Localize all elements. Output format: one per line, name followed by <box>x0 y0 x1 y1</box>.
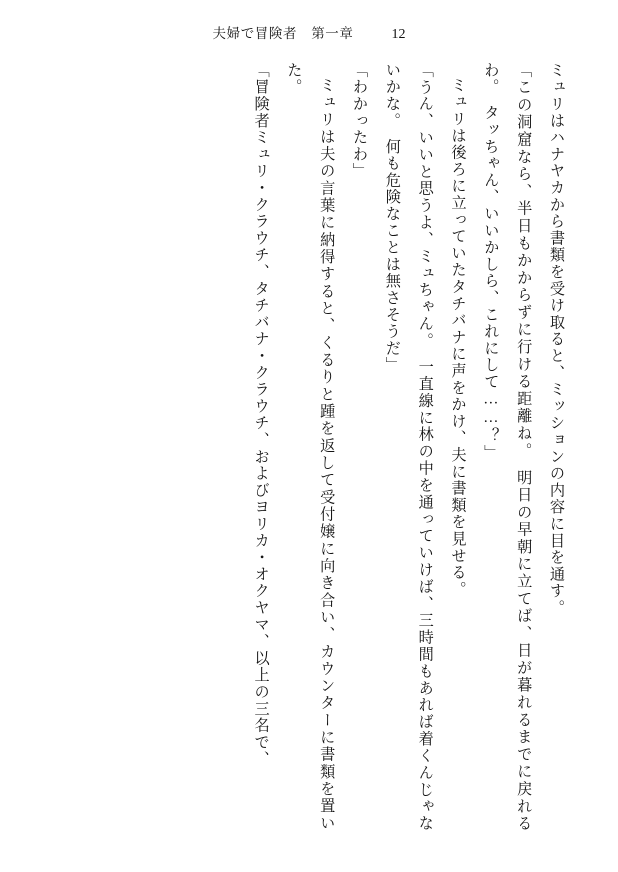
page-number: 12 <box>391 27 406 42</box>
paragraph: 「わかったわ」 <box>351 62 369 180</box>
page-header <box>0 22 618 44</box>
paragraph: 「この洞窟なら、半日もかからずに行ける距離ね。 明日の早朝に立てば、日が暮れるまでに戻れるわ。 タッちゃん、いいかしら、これにして……？」 <box>482 62 533 832</box>
paragraph: 「うん、いいと思うよ、ミュちゃん。 一直線に林の中を通っていけば、三時間もあれば着くんじゃないかな。 何も危険なことは無さそうだ」 <box>383 62 434 832</box>
paragraph: 「冒険者ミュリ・クラウチ、タチバナ・クラウチ、およびヨリカ・オクヤマ、以上の三名で、 <box>252 62 270 768</box>
paragraph: ミュリは夫の言葉に納得すると、くるりと踵を返して受付嬢に向き合い、カウンターに書類を置いた。 <box>285 62 336 832</box>
running-title: 夫婦で冒険者 第一章 <box>212 26 354 41</box>
body-text-area <box>46 62 572 832</box>
paragraph: ミュリはハナヤカから書類を受け取ると、ミッションの内容に目を通す。 <box>548 62 565 617</box>
paragraph: ミュリは後ろに立っていたタチバナに声をかけ、夫に書類を見せる。 <box>449 77 467 598</box>
vertical-text-column <box>46 62 572 832</box>
